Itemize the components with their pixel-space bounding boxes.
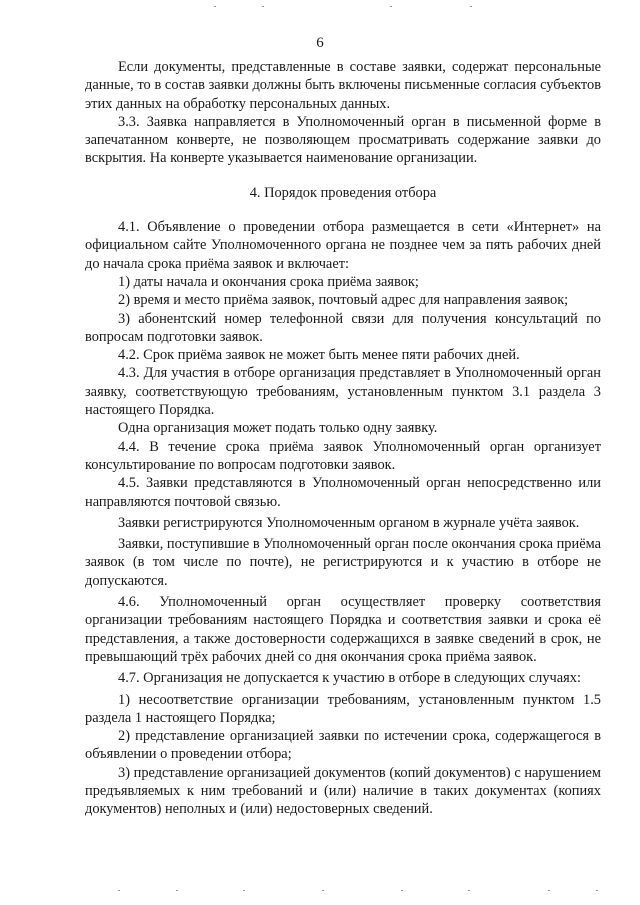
page-number: 6 — [316, 35, 324, 51]
list-item: 1) несоответствие организации требованиям, установленным пунктом 1.5 раздела 1 настоящего Порядка; — [85, 691, 601, 726]
paragraph: 4.4. В течение срока приёма заявок Уполномоченный орган организует консультирование по вопросам подготовки заявок. — [85, 438, 601, 473]
paragraph: 4.3. Для участия в отборе организация представляет в Уполномоченный орган заявку, соответствующую требованиям, установленным пунктом 3.1 раздела 3 настоящего Порядка. — [85, 365, 601, 419]
paragraph: 4.1. Объявление о проведении отбора размещается в сети «Интернет» на официальном сайте Уполномоченного органа не позднее чем за пять рабочих дней до начала срока приёма заявок и включает: — [85, 219, 601, 272]
paragraph: 4.2. Срок приёма заявок не может быть менее пяти рабочих дней. — [118, 347, 520, 364]
paragraph: Одна организация может подать только одну заявку. — [118, 420, 438, 437]
list-item: 3) абонентский номер телефонной связи для получения консультаций по вопросам подготовки заявок. — [85, 310, 601, 345]
list-item: 2) представление организацией заявки по истечении срока, содержащегося в объявлении о проведении отбора; — [85, 728, 601, 763]
paragraph: 3.3. Заявка направляется в Уполномоченный орган в письменной форме в запечатанном конверте, не позволяющем просматривать содержание заявки до вскрытия. На конверте указывается наименование организации. — [85, 113, 601, 167]
list-item: 3) представление организацией документов (копий документов) с нарушением предъявляемых к ним требований и (или) наличие в таких документах (копиях документов) неполных и (или) недостоверных сведений. — [85, 764, 601, 818]
scan-noise-bottom — [0, 890, 640, 894]
paragraph: 4.5. Заявки представляются в Уполномоченный орган непосредственно или направляются почтовой связью. — [85, 475, 601, 510]
paragraph: 4.7. Организация не допускается к участию в отборе в следующих случаях: — [118, 670, 581, 687]
section-title: 4. Порядок проведения отбора — [249, 184, 437, 201]
paragraph: Заявки, поступившие в Уполномоченный орган после окончания срока приёма заявок (в том числе по почте), не регистрируются и к участию в отборе не допускаются. — [85, 536, 601, 589]
document-body — [85, 58, 601, 819]
paragraph: 4.6. Уполномоченный орган осуществляет проверку соответствия организации требованиям настоящего Порядка и соответствия заявки и срока её представления, а также достоверности содержащихся в заявке сведений в срок, не превышающий трёх рабочих дней со дня окончания срока приёма заявок. — [85, 594, 601, 665]
paragraph: Если документы, представленные в составе заявки, содержат персональные данные, то в состав заявки должны быть включены письменные согласия субъектов этих данных на обработку персональных данных. — [85, 59, 601, 112]
list-item: 1) даты начала и окончания срока приёма заявок; — [118, 273, 419, 290]
list-item: 2) время и место приёма заявок, почтовый адрес для направления заявок; — [118, 292, 569, 309]
scan-noise-top — [0, 6, 640, 10]
paragraph: Заявки регистрируются Уполномоченным органом в журнале учёта заявок. — [118, 514, 580, 531]
